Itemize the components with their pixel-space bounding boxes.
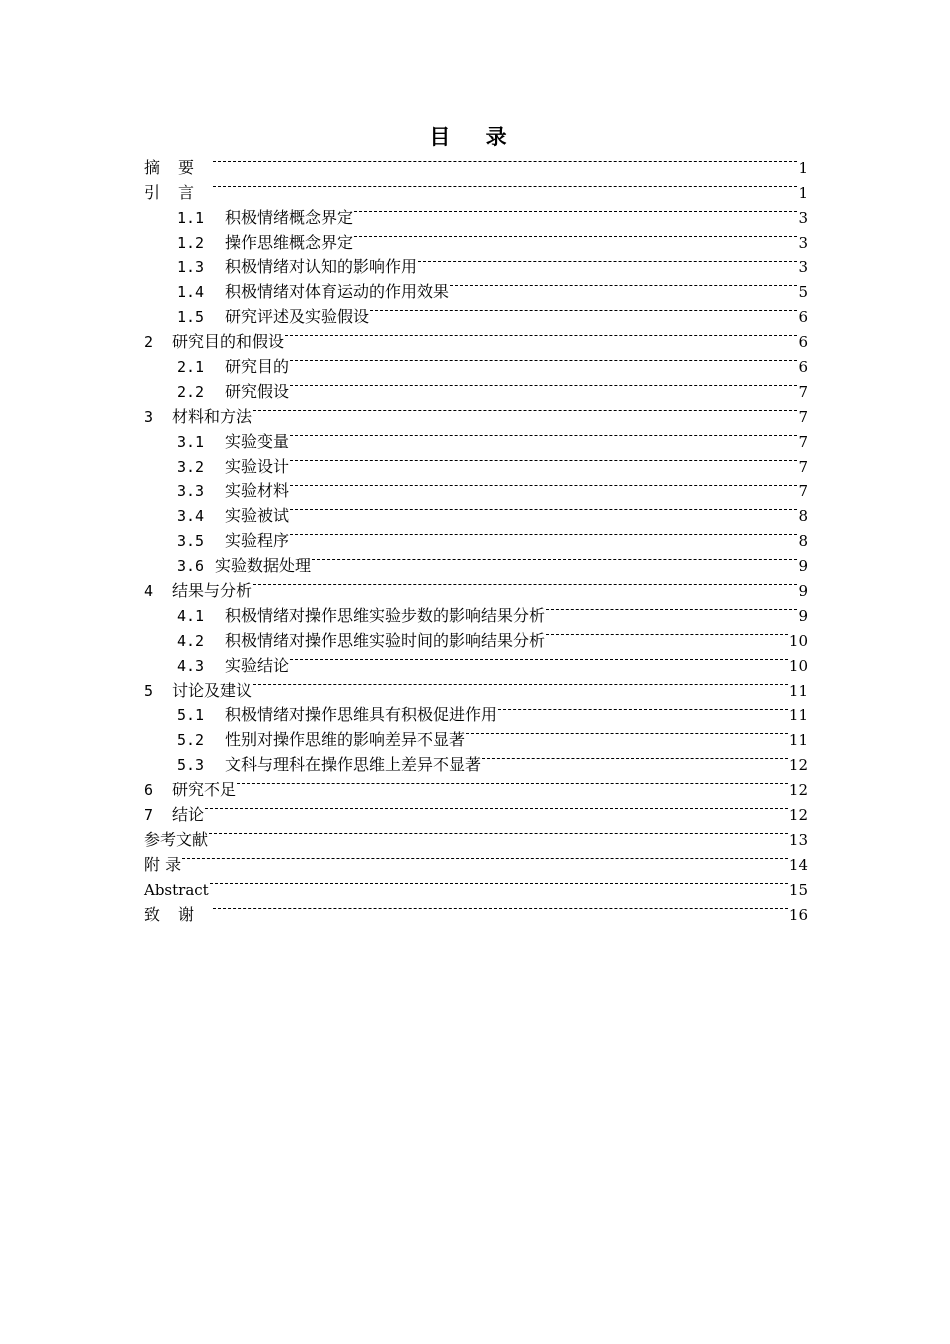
toc-entry-number: 3 [144, 407, 154, 426]
toc-leader-line [209, 820, 788, 845]
toc-entry-label: 参考文献 [144, 829, 209, 849]
toc-entry-number: 3.5 [177, 532, 205, 551]
toc-page-number: 7 [798, 382, 808, 401]
toc-entry-label: 性别对操作思维的影响差异不显著 [225, 730, 466, 750]
toc-leader-line [182, 845, 788, 870]
toc-entry-number: 5.2 [177, 731, 205, 750]
toc-entry-number: 2.1 [177, 358, 205, 377]
toc-entry-label: 研究假设 [225, 381, 290, 401]
toc-entry-label: 文科与理科在操作思维上差异不显著 [225, 755, 482, 775]
toc-leader-line [285, 322, 797, 347]
toc-entry-label: 摘要 [144, 157, 213, 177]
toc-page-number: 3 [798, 233, 808, 252]
toc-leader-line [213, 173, 797, 198]
toc-leader-line [205, 795, 788, 820]
toc-entry-label: 积极情绪概念界定 [225, 207, 354, 227]
toc-leader-line [253, 671, 788, 696]
toc-entry[interactable] [144, 198, 808, 227]
toc-entry-number: 3.6 [177, 557, 205, 576]
toc-page-number: 8 [798, 507, 808, 526]
toc-entry-label: 实验被试 [225, 506, 290, 526]
toc-entry-number: 4.1 [177, 606, 205, 625]
toc-leader-line [290, 447, 797, 472]
toc-entry-number: 1.4 [177, 283, 205, 302]
toc-leader-line [290, 472, 797, 497]
toc-leader-line [546, 596, 797, 621]
toc-entry-label: 引言 [144, 182, 213, 202]
toc-entry-number: 1.5 [177, 308, 205, 327]
toc-leader-line [290, 496, 797, 521]
toc-entry[interactable] [144, 148, 808, 177]
toc-leader-line [237, 770, 788, 795]
toc-leader-line [213, 895, 788, 920]
toc-entry-number: 4 [144, 582, 154, 601]
toc-page-number: 8 [798, 532, 808, 551]
toc-leader-line [354, 198, 797, 223]
toc-entry-label: 实验设计 [225, 456, 290, 476]
toc-page-number: 3 [798, 258, 808, 277]
toc-entry-label: Abstract [144, 880, 209, 899]
toc-entry-label: 结论 [172, 805, 205, 825]
toc-entry-label: 研究评述及实验假设 [225, 307, 370, 327]
toc-entry-number: 2 [144, 333, 154, 352]
toc-entry-number: 1.1 [177, 208, 205, 227]
toc-entry-label: 实验数据处理 [215, 556, 312, 576]
toc-page-number: 12 [788, 806, 808, 825]
toc-page-number: 7 [798, 407, 808, 426]
toc-page-number: 11 [788, 681, 808, 700]
toc-leader-line [290, 521, 797, 546]
toc-page-number: 7 [798, 482, 808, 501]
toc-leader-line [482, 745, 788, 770]
toc-leader-line [253, 571, 797, 596]
toc-page-number: 16 [788, 905, 808, 924]
toc-leader-line [546, 621, 788, 646]
toc-leader-line [370, 297, 797, 322]
toc-page-number: 5 [798, 283, 808, 302]
toc-page-number: 6 [798, 358, 808, 377]
toc-entry[interactable] [144, 845, 808, 874]
toc-entry[interactable] [144, 173, 808, 202]
toc-entry-label: 实验程序 [225, 531, 290, 551]
toc-entry-label: 积极情绪对操作思维实验步数的影响结果分析 [225, 605, 546, 625]
toc-leader-line [498, 696, 788, 721]
toc-entry[interactable] [144, 795, 808, 825]
toc-entry-number: 7 [144, 806, 154, 825]
toc-entry-label: 操作思维概念界定 [225, 232, 354, 252]
toc-page-number: 9 [798, 606, 808, 625]
toc-page-number: 9 [798, 582, 808, 601]
table-of-contents [144, 148, 808, 924]
toc-page-number: 9 [798, 557, 808, 576]
toc-entry-number: 3.3 [177, 482, 205, 501]
toc-leader-line [210, 870, 788, 895]
toc-leader-line [290, 372, 797, 397]
toc-entry-label: 研究目的和假设 [172, 332, 285, 352]
toc-entry-number: 3.1 [177, 432, 205, 451]
toc-leader-line [418, 248, 797, 273]
toc-entry-number: 6 [144, 781, 154, 800]
toc-entry-label: 积极情绪对认知的影响作用 [225, 257, 418, 277]
toc-page-number: 13 [788, 830, 808, 849]
toc-entry-number: 2.2 [177, 382, 205, 401]
toc-leader-line [290, 347, 797, 372]
toc-page-number: 1 [798, 183, 808, 202]
toc-leader-line [253, 397, 797, 422]
toc-entry[interactable] [144, 870, 808, 899]
toc-entry-label: 致谢 [144, 904, 213, 924]
toc-entry-label: 实验材料 [225, 481, 290, 501]
toc-entry-number: 5.3 [177, 756, 205, 775]
toc-entry-label: 实验结论 [225, 655, 290, 675]
toc-entry-number: 1.2 [177, 233, 205, 252]
toc-entry-label: 结果与分析 [172, 581, 253, 601]
toc-page-number: 3 [798, 208, 808, 227]
toc-page-number: 11 [788, 706, 808, 725]
toc-leader-line [466, 720, 788, 745]
toc-entry-label: 研究不足 [172, 780, 237, 800]
toc-leader-line [312, 546, 797, 571]
toc-title: 目 录 [429, 125, 521, 149]
toc-entry-number: 1.3 [177, 258, 205, 277]
toc-page-number: 11 [788, 731, 808, 750]
toc-entry-label: 材料和方法 [172, 406, 253, 426]
toc-leader-line [290, 646, 788, 671]
toc-page-number: 1 [798, 158, 808, 177]
toc-entry-label: 积极情绪对操作思维实验时间的影响结果分析 [225, 630, 546, 650]
toc-page-number: 6 [798, 333, 808, 352]
toc-page-number: 6 [798, 308, 808, 327]
toc-page-number: 10 [788, 631, 808, 650]
toc-entry-number: 3.4 [177, 507, 205, 526]
toc-page-number: 14 [788, 855, 808, 874]
toc-entry[interactable] [144, 895, 808, 924]
toc-entry-label: 积极情绪对体育运动的作用效果 [225, 282, 450, 302]
toc-entry-number: 5.1 [177, 706, 205, 725]
toc-entry[interactable] [144, 820, 808, 849]
toc-entry-label: 实验变量 [225, 431, 290, 451]
toc-entry-label: 讨论及建议 [172, 680, 253, 700]
toc-entry-number: 4.2 [177, 631, 205, 650]
toc-page-number: 15 [788, 880, 808, 899]
toc-entry-number: 3.2 [177, 457, 205, 476]
toc-entry-number: 4.3 [177, 656, 205, 675]
toc-entry-label: 研究目的 [225, 357, 290, 377]
toc-page-number: 12 [788, 756, 808, 775]
toc-page-number: 7 [798, 457, 808, 476]
toc-entry-number: 5 [144, 681, 154, 700]
toc-page-number: 10 [788, 656, 808, 675]
toc-leader-line [354, 223, 797, 248]
toc-entry[interactable] [144, 770, 808, 800]
toc-page-number: 12 [788, 781, 808, 800]
toc-page-number: 7 [798, 432, 808, 451]
toc-leader-line [450, 272, 797, 297]
toc-leader-line [290, 422, 797, 447]
toc-entry-label: 积极情绪对操作思维具有积极促进作用 [225, 705, 498, 725]
toc-entry-label: 附 录 [144, 854, 182, 874]
toc-leader-line [213, 148, 797, 173]
